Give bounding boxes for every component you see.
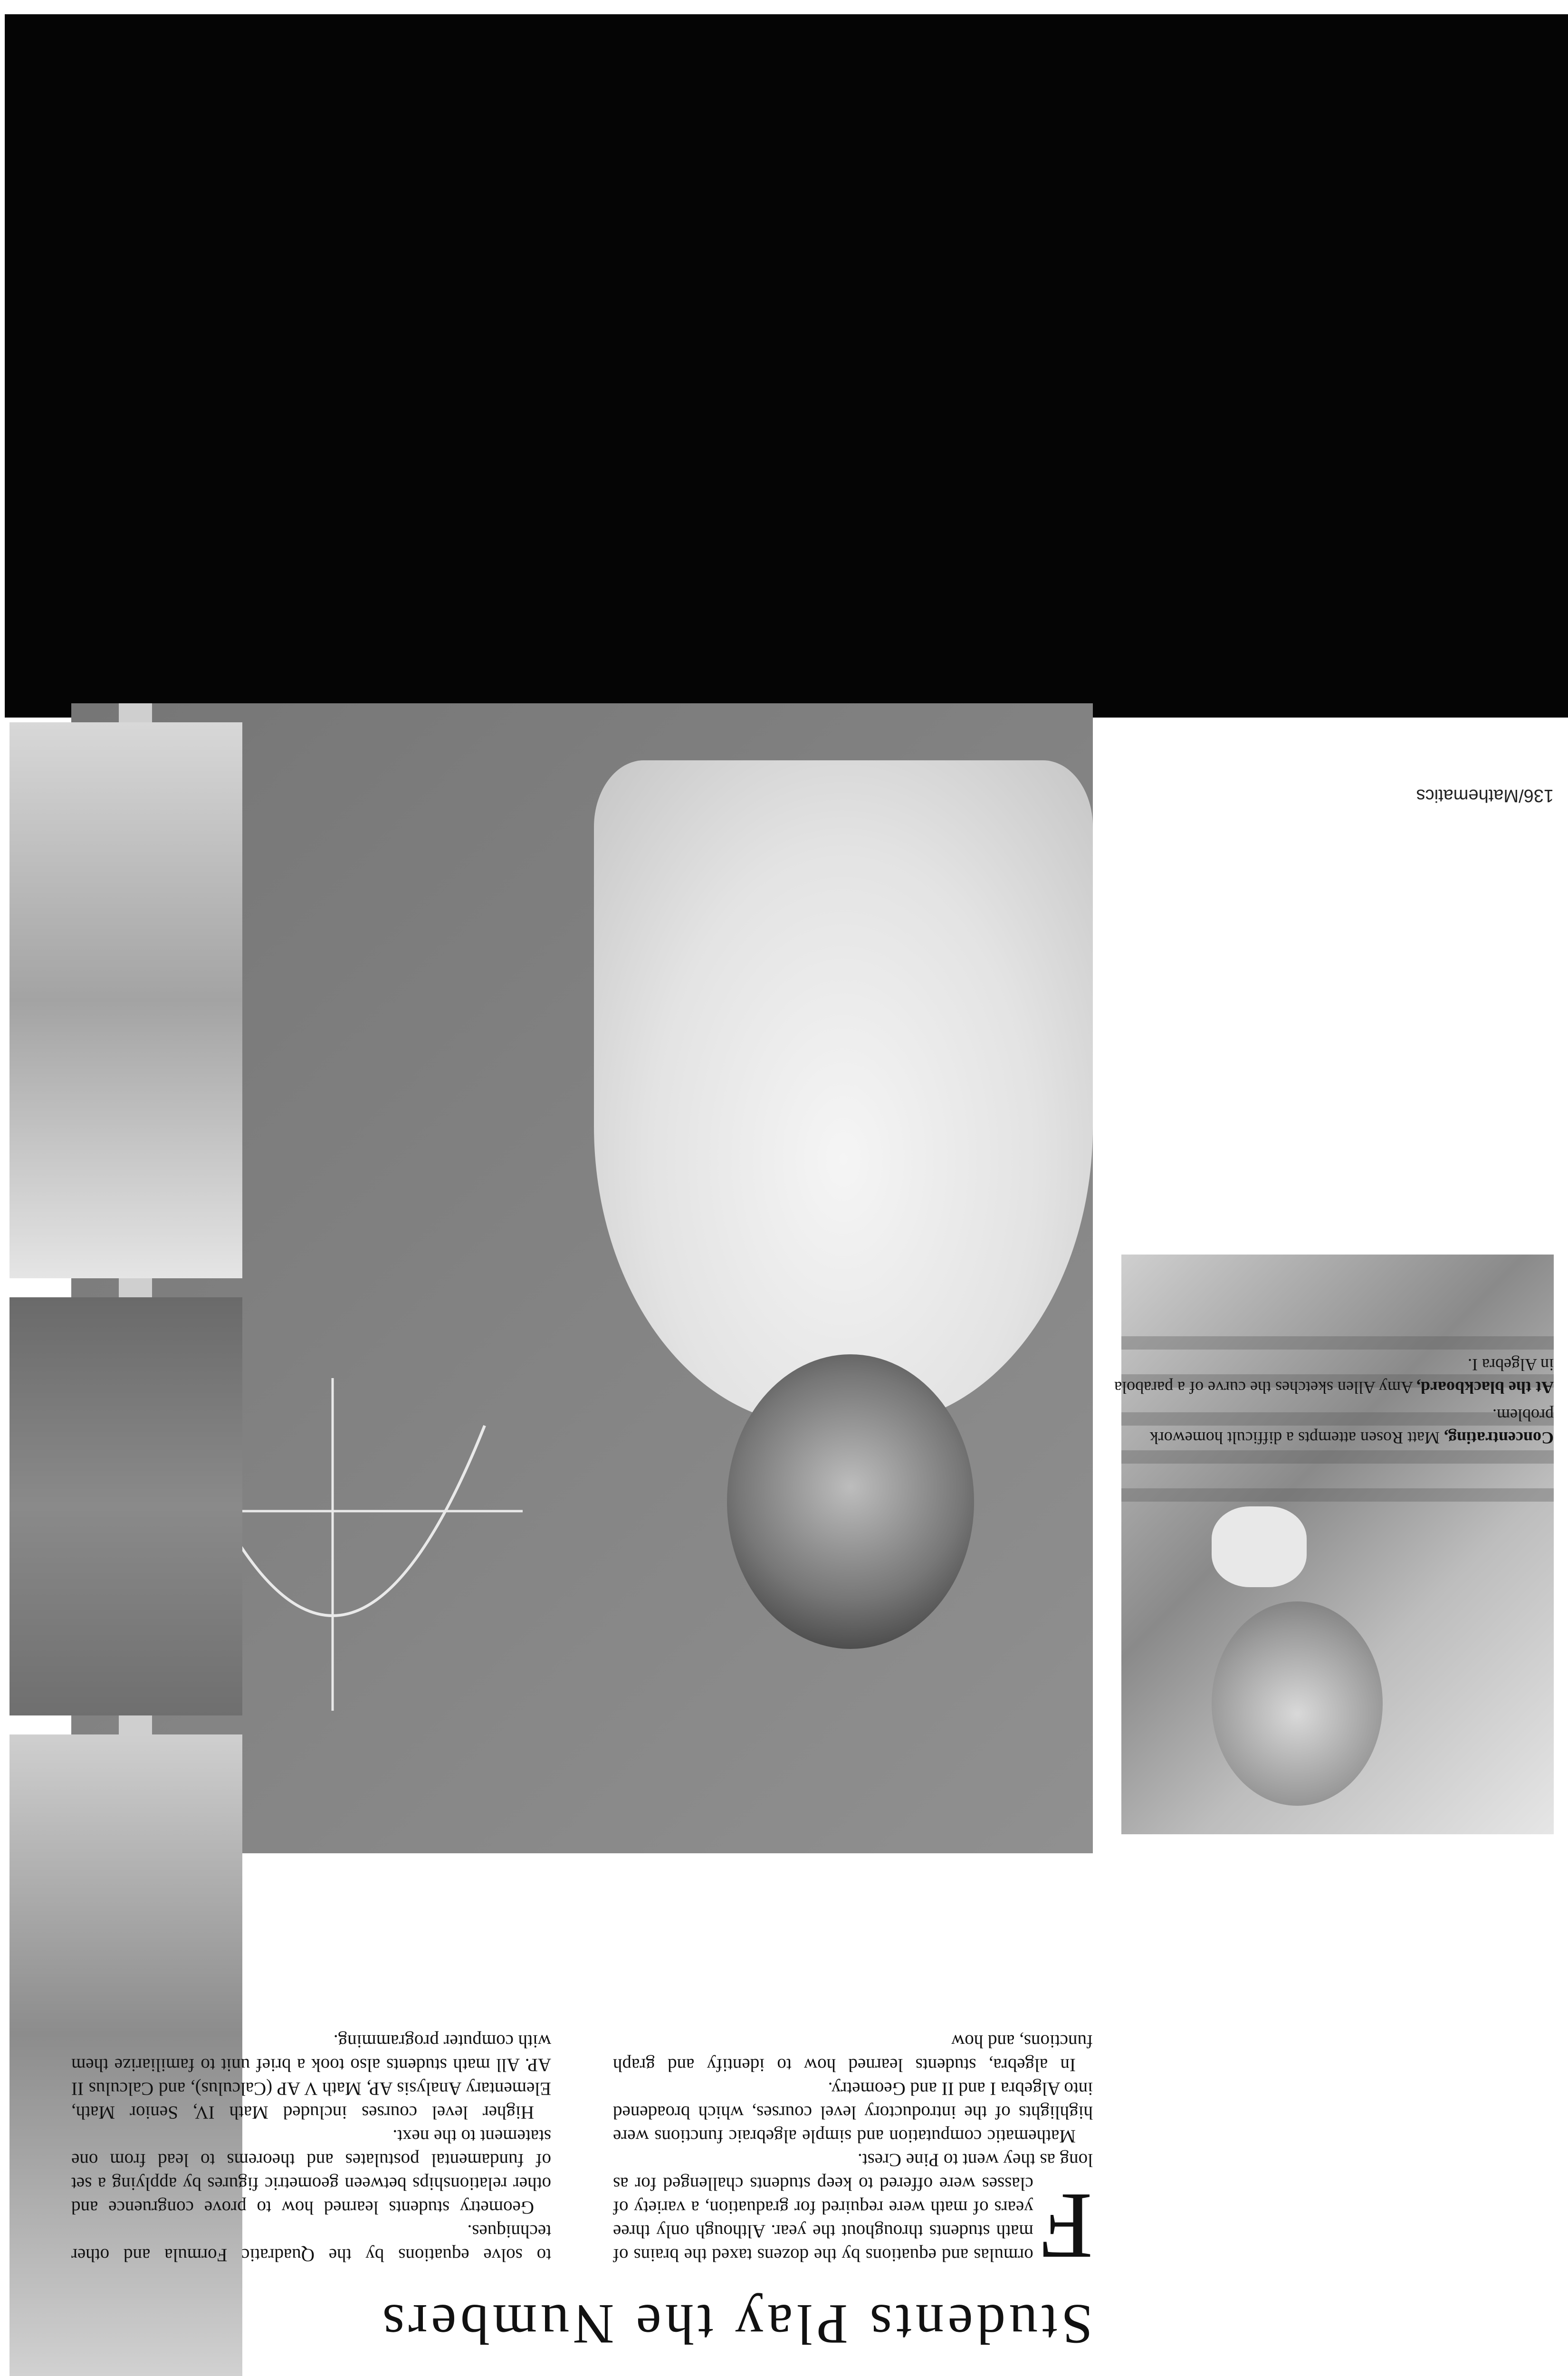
article-column-1 bbox=[613, 2029, 1093, 2279]
caption-text: Matt Rosen attempts a difficult homework problem. bbox=[1149, 1406, 1554, 1447]
student-head bbox=[727, 1354, 974, 1649]
paragraph: In algebra, students learned how to identify and graph functions, and how bbox=[613, 2031, 1093, 2075]
caption-text: Amy Allen sketches the curve of a parabola in Algebra I. bbox=[1114, 1355, 1554, 1397]
article-column-2 bbox=[71, 2029, 551, 2267]
caption-lead: At the blackboard, bbox=[1416, 1378, 1554, 1397]
student-hand bbox=[1212, 1506, 1307, 1587]
paragraph: Geometry students learned how to prove congruence and other relationships between geometric figures by applying a set of fundamental postulates and theorems to lead from one statement to the next. bbox=[71, 2126, 551, 2218]
caption-lead: Concentrating, bbox=[1444, 1428, 1554, 1447]
photo-captions bbox=[1098, 1349, 1554, 1449]
paragraph: Mathematic computation and simple algebraic functions were highlights of the introductory level courses, which broadened into Algebra I and II and Geometry. bbox=[613, 2079, 1093, 2146]
paragraph-text: ormulas and equations by the dozens taxed the brains of math students throughout the year. Although only three years of math were required for graduation, a variety of classes were offered to keep students challenged for as long as they went to Pine Crest. bbox=[613, 2150, 1093, 2265]
paragraph: Higher level courses included Math IV, Senior Math, Elementary Analysis AP, Math V AP (Calculus), and Calculus II AP. All math students also took a brief unit to familiarize them with computer programming. bbox=[71, 2031, 551, 2123]
caption-1 bbox=[1098, 1404, 1554, 1449]
dark-facing-panel bbox=[5, 14, 1568, 718]
paragraph: to solve equations by the Quadratic Formula and other techniques. bbox=[71, 2221, 551, 2265]
student-sweater bbox=[594, 760, 1093, 1426]
article-body bbox=[71, 1877, 1093, 2279]
article-headline: Students Play the Numbers bbox=[378, 2293, 1093, 2356]
photo-matt-rosen bbox=[1121, 1255, 1554, 1834]
drop-cap: F bbox=[1040, 2174, 1093, 2279]
photo-strip-chalkboard bbox=[10, 1297, 242, 1715]
caption-2 bbox=[1098, 1353, 1554, 1399]
photo-strip-classroom bbox=[10, 722, 242, 1278]
page-folio: 136/Mathematics bbox=[1416, 786, 1554, 805]
paragraph bbox=[613, 2148, 1093, 2279]
student-head bbox=[1212, 1601, 1383, 1806]
